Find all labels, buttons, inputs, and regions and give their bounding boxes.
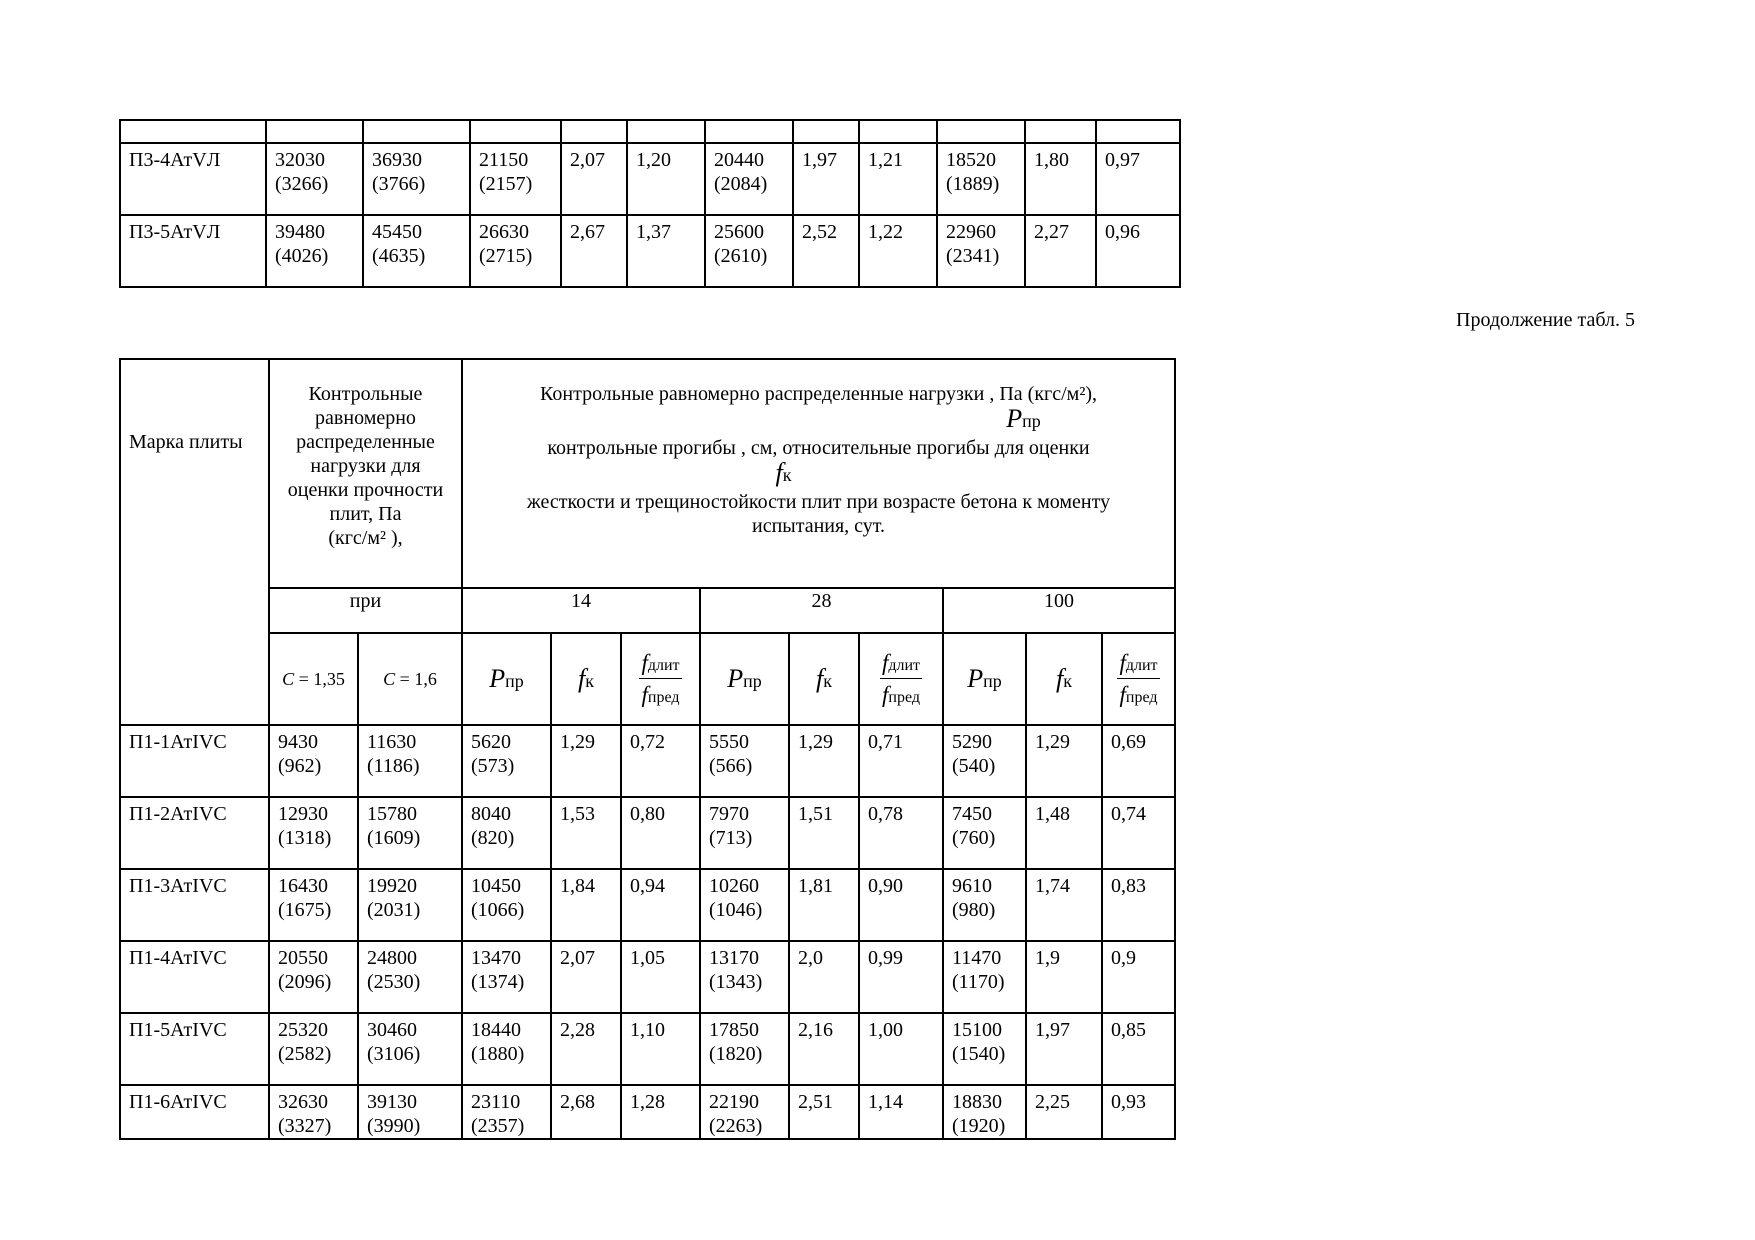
mark-cell: П1-4АтIVС [120, 941, 269, 1013]
p100-cell [943, 725, 1026, 797]
header-mark-label: Марка плиты [129, 431, 243, 453]
header-main-line3: жесткости и трещиностойкости плит при возрасте бетона к моменту [526, 491, 1111, 513]
p100-cell-value: 18520 [946, 149, 996, 171]
table-row [120, 215, 1180, 287]
header-ratio-numerator [1117, 649, 1159, 679]
header-ratio-numerator [880, 649, 922, 679]
header-f-sub: к [1063, 671, 1072, 692]
p14-cell-value: 26630 [479, 221, 529, 243]
c2-cell [363, 215, 470, 287]
r14-cell: 0,94 [621, 869, 700, 941]
p28-cell-value: 17850 [709, 1019, 759, 1041]
header-mark [120, 359, 269, 725]
c2-cell-value: 24800 [367, 947, 417, 969]
c2-cell-alt: (3766) [372, 173, 426, 195]
table-row [120, 143, 1180, 215]
header-strength-line: Контрольные [308, 383, 423, 405]
p28-cell-value: 22190 [709, 1091, 759, 1113]
c1-cell [266, 143, 363, 215]
r14-cell: 1,20 [627, 143, 705, 215]
f28-cell: 1,97 [793, 143, 859, 215]
c1-cell-value: 9430 [278, 731, 318, 753]
header-strength-line: нагрузки для [310, 455, 421, 477]
c2-cell-alt: (2530) [367, 971, 421, 993]
p28-cell-alt: (2610) [714, 245, 768, 267]
p14-cell [470, 143, 561, 215]
ratio-den-sub: пред [1125, 689, 1158, 706]
p14-cell [462, 941, 551, 1013]
f100-cell: 2,27 [1025, 215, 1096, 287]
p28-cell [700, 1085, 789, 1139]
r14-cell: 0,72 [621, 725, 700, 797]
p100-cell-value: 7450 [952, 803, 992, 825]
table-row [120, 1013, 1175, 1085]
f100-cell: 1,80 [1025, 143, 1096, 215]
p14-cell [462, 1085, 551, 1139]
r28-cell: 1,00 [859, 1013, 943, 1085]
header-p-symbol: P [967, 664, 984, 694]
mark-cell: П1-1АтIVС [120, 725, 269, 797]
p14-cell-alt: (820) [471, 827, 515, 849]
header-ratio-cell [621, 633, 700, 725]
p14-cell-alt: (2157) [479, 173, 533, 195]
p28-cell-value: 7970 [709, 803, 749, 825]
c2-cell-alt: (3106) [367, 1043, 421, 1065]
c2-cell-value: 30460 [367, 1019, 417, 1041]
header-strength [269, 359, 462, 588]
p100-cell-alt: (1540) [952, 1043, 1006, 1065]
c2-cell [358, 941, 462, 1013]
p14-cell-value: 21150 [479, 149, 529, 171]
r14-cell: 1,05 [621, 941, 700, 1013]
header-age-100: 100 [943, 588, 1175, 633]
c2-cell [358, 1013, 462, 1085]
c2-cell-value: 11630 [367, 731, 417, 753]
c2-cell [363, 143, 470, 215]
f28-cell: 2,16 [789, 1013, 859, 1085]
r28-cell: 0,90 [859, 869, 943, 941]
header-strength-line: (кгс/м² ), [328, 527, 403, 549]
r14-cell: 1,37 [627, 215, 705, 287]
p28-cell [700, 797, 789, 869]
p14-cell-value: 13470 [471, 947, 521, 969]
table-row [120, 797, 1175, 869]
f14-cell: 1,84 [551, 869, 621, 941]
p28-cell [700, 941, 789, 1013]
mark-cell: П1-6АтIVС [120, 1085, 269, 1139]
r100-cell: 0,74 [1102, 797, 1175, 869]
p28-cell [700, 725, 789, 797]
ratio-den-sub: пред [888, 689, 920, 706]
c1-cell [269, 725, 358, 797]
r14-cell: 0,80 [621, 797, 700, 869]
p100-cell-value: 15100 [952, 1019, 1002, 1041]
f28-cell: 1,81 [789, 869, 859, 941]
f14-cell: 2,07 [551, 941, 621, 1013]
p28-cell-alt: (1820) [709, 1043, 763, 1065]
p100-cell-value: 18830 [952, 1091, 1002, 1113]
p100-cell-alt: (540) [952, 755, 996, 777]
c1-cell-alt: (1318) [278, 827, 332, 849]
header-strength-line: оценки прочности [287, 479, 444, 501]
p100-cell-alt: (1170) [952, 971, 1005, 993]
p100-cell [937, 215, 1025, 287]
header-f-sub: к [585, 671, 594, 692]
c2-cell-value: 36930 [372, 149, 422, 171]
c2-cell [358, 869, 462, 941]
c1-cell-value: 20550 [278, 947, 328, 969]
header-p-cell [943, 633, 1026, 725]
p28-cell-alt: (1046) [709, 899, 763, 921]
f14-cell: 2,68 [551, 1085, 621, 1139]
p14-cell-alt: (573) [471, 755, 515, 777]
p14-cell-value: 18440 [471, 1019, 521, 1041]
p100-cell-value: 5290 [952, 731, 992, 753]
header-f-cell [551, 633, 621, 725]
ratio-num-f: f [881, 650, 889, 676]
p28-cell-value: 13170 [709, 947, 759, 969]
ratio-num-sub: длит [888, 657, 921, 675]
c1-cell [269, 1013, 358, 1085]
header-f-symbol: f [816, 664, 824, 694]
header-p-symbol: P [489, 664, 506, 694]
p14-cell-alt: (2715) [479, 245, 533, 267]
p14-cell [462, 797, 551, 869]
p14-cell-alt: (1374) [471, 971, 525, 993]
p28-cell-alt: (713) [709, 827, 753, 849]
c1-cell-alt: (2582) [278, 1043, 332, 1065]
mark-cell: П1-3АтIVС [120, 869, 269, 941]
f100-cell: 1,97 [1026, 1013, 1102, 1085]
c2-cell-value: 45450 [372, 221, 422, 243]
p14-cell [470, 215, 561, 287]
r100-cell: 0,93 [1102, 1085, 1175, 1139]
c1-cell [269, 1085, 358, 1139]
header-ratio-denominator [1117, 679, 1159, 709]
header-ratio-cell [1102, 633, 1175, 725]
mark-cell: П3-5АтVЛ [120, 215, 266, 287]
header-age-14: 14 [462, 588, 700, 633]
header-p-sub: пр [505, 671, 524, 692]
header-age-28: 28 [700, 588, 943, 633]
f100-cell: 1,29 [1026, 725, 1102, 797]
f100-cell: 2,25 [1026, 1085, 1102, 1139]
header-main-psym: Pпр [1006, 404, 1041, 433]
ratio-den-f: f [1119, 682, 1126, 707]
table-row [120, 869, 1175, 941]
f14-cell: 1,29 [551, 725, 621, 797]
f28-cell: 2,52 [793, 215, 859, 287]
p28-cell-alt: (2084) [714, 173, 768, 195]
mark-cell: П3-4АтVЛ [120, 143, 266, 215]
header-strength-line: распределенные [296, 431, 435, 453]
p14-cell-value: 8040 [471, 803, 511, 825]
p14-cell-value: 5620 [471, 731, 511, 753]
c2-cell-alt: (3990) [367, 1115, 421, 1137]
p14-cell [462, 725, 551, 797]
p28-cell-alt: (1343) [709, 971, 763, 993]
p100-cell [943, 941, 1026, 1013]
p28-cell-value: 10260 [709, 875, 759, 897]
c1-cell-value: 16430 [278, 875, 328, 897]
p100-cell-value: 11470 [952, 947, 1002, 969]
p28-cell [700, 1013, 789, 1085]
table-row [120, 941, 1175, 1013]
r100-cell: 0,96 [1096, 215, 1180, 287]
r100-cell: 0,69 [1102, 725, 1175, 797]
c1-cell [269, 869, 358, 941]
c2-cell-value: 15780 [367, 803, 417, 825]
p14-cell-alt: (2357) [471, 1115, 525, 1137]
c2-cell-alt: (4635) [372, 245, 426, 267]
f14-cell: 2,07 [561, 143, 627, 215]
table-main [119, 358, 1176, 1140]
header-f-symbol: f [578, 664, 586, 694]
table-top [119, 119, 1181, 288]
c1-cell-value: 39480 [275, 221, 325, 243]
p100-cell-value: 9610 [952, 875, 992, 897]
table-caption: Продолжение табл. 5 [1456, 309, 1635, 331]
p14-cell-alt: (1880) [471, 1043, 525, 1065]
header-f-sub: к [823, 671, 832, 692]
header-ratio-cell [859, 633, 943, 725]
ratio-num-sub: длит [1125, 657, 1158, 675]
f100-cell: 1,9 [1026, 941, 1102, 1013]
table-row [120, 1085, 1175, 1139]
c1-cell-alt: (3327) [278, 1115, 332, 1137]
r28-cell: 0,99 [859, 941, 943, 1013]
c1-cell-alt: (1675) [278, 899, 332, 921]
c1-cell-alt: (2096) [278, 971, 332, 993]
p100-cell-alt: (1889) [946, 173, 1000, 195]
c2-cell-value: 19920 [367, 875, 417, 897]
ratio-num-f: f [1119, 650, 1126, 676]
f28-cell: 1,51 [789, 797, 859, 869]
c2-cell [358, 725, 462, 797]
p100-cell [943, 797, 1026, 869]
header-p-sub: пр [983, 671, 1002, 692]
r28-cell: 1,14 [859, 1085, 943, 1139]
header-ratio-denominator [880, 679, 922, 709]
f28-cell: 1,29 [789, 725, 859, 797]
r14-cell: 1,28 [621, 1085, 700, 1139]
p14-cell [462, 869, 551, 941]
c1-cell [269, 797, 358, 869]
c2-cell-alt: (2031) [367, 899, 421, 921]
p28-cell-alt: (566) [709, 755, 753, 777]
c1-cell-value: 32630 [278, 1091, 328, 1113]
p14-cell-value: 10450 [471, 875, 521, 897]
header-ratio-fraction [1117, 649, 1159, 708]
header-main-line1: Контрольные равномерно распределенные нагрузки , Па (кгс/м²), [540, 383, 1097, 405]
header-c1: С = 1,35 [269, 633, 358, 725]
header-p-sub: пр [743, 671, 762, 692]
header-f-cell [1026, 633, 1102, 725]
f28-cell: 2,51 [789, 1085, 859, 1139]
f28-cell: 2,0 [789, 941, 859, 1013]
p100-cell-alt: (760) [952, 827, 996, 849]
header-p-symbol: P [727, 664, 744, 694]
r28-cell: 0,71 [859, 725, 943, 797]
header-ratio-fraction [880, 649, 922, 708]
table-row [120, 725, 1175, 797]
header-p-cell [462, 633, 551, 725]
header-f-cell [789, 633, 859, 725]
header-main [462, 359, 1175, 588]
header-ratio-denominator [639, 679, 681, 709]
ratio-num-sub: длит [647, 657, 680, 675]
c1-cell-alt: (3266) [275, 173, 329, 195]
c1-cell-value: 12930 [278, 803, 328, 825]
p100-cell [943, 1085, 1026, 1139]
p100-cell [943, 869, 1026, 941]
c1-cell-alt: (4026) [275, 245, 329, 267]
header-main-fsym: fк [775, 458, 792, 487]
c2-cell-alt: (1609) [367, 827, 421, 849]
ratio-den-sub: пред [647, 689, 680, 706]
r100-cell: 0,97 [1096, 143, 1180, 215]
c1-cell [266, 215, 363, 287]
c2-cell [358, 1085, 462, 1139]
p14-cell [462, 1013, 551, 1085]
p100-cell-alt: (2341) [946, 245, 1000, 267]
header-ratio-numerator [639, 649, 681, 679]
header-main-line2: контрольные прогибы , см, относительные прогибы для оценки [547, 437, 1090, 459]
r100-cell: 0,9 [1102, 941, 1175, 1013]
mark-cell: П1-5АтIVС [120, 1013, 269, 1085]
p100-cell [937, 143, 1025, 215]
p28-cell [705, 215, 793, 287]
p28-cell-alt: (2263) [709, 1115, 763, 1137]
r14-cell: 1,10 [621, 1013, 700, 1085]
header-strength-at: при [269, 588, 462, 633]
r100-cell: 0,85 [1102, 1013, 1175, 1085]
p100-cell [943, 1013, 1026, 1085]
table-row-blank [120, 120, 1180, 143]
f100-cell: 1,48 [1026, 797, 1102, 869]
mark-cell: П1-2АтIVС [120, 797, 269, 869]
f100-cell: 1,74 [1026, 869, 1102, 941]
c1-cell-alt: (962) [278, 755, 322, 777]
c2-cell [358, 797, 462, 869]
p28-cell-value: 5550 [709, 731, 749, 753]
c2-cell-alt: (1186) [367, 755, 420, 777]
header-f-symbol: f [1056, 664, 1064, 694]
p100-cell-alt: (980) [952, 899, 996, 921]
r28-cell: 0,78 [859, 797, 943, 869]
ratio-den-f: f [641, 682, 648, 707]
c1-cell-value: 32030 [275, 149, 325, 171]
r28-cell: 1,21 [859, 143, 937, 215]
p28-cell-value: 20440 [714, 149, 764, 171]
c2-cell-value: 39130 [367, 1091, 417, 1113]
header-ratio-fraction [639, 649, 681, 708]
r100-cell: 0,83 [1102, 869, 1175, 941]
p14-cell-value: 23110 [471, 1091, 521, 1113]
c1-cell-value: 25320 [278, 1019, 328, 1041]
header-main-line4: испытания, сут. [751, 515, 886, 537]
f14-cell: 2,28 [551, 1013, 621, 1085]
f14-cell: 1,53 [551, 797, 621, 869]
p14-cell-alt: (1066) [471, 899, 525, 921]
header-c2: С = 1,6 [358, 633, 462, 725]
p28-cell-value: 25600 [714, 221, 764, 243]
r28-cell: 1,22 [859, 215, 937, 287]
c1-cell [269, 941, 358, 1013]
f14-cell: 2,67 [561, 215, 627, 287]
header-strength-line: плит, Па [329, 503, 402, 525]
p28-cell [705, 143, 793, 215]
header-row-3 [120, 633, 1175, 725]
ratio-den-f: f [882, 682, 889, 707]
p100-cell-value: 22960 [946, 221, 996, 243]
p28-cell [700, 869, 789, 941]
header-p-cell [700, 633, 789, 725]
header-row-1 [120, 359, 1175, 588]
ratio-num-f: f [641, 650, 648, 676]
header-row-2 [120, 588, 1175, 633]
p100-cell-alt: (1920) [952, 1115, 1006, 1137]
header-strength-line: равномерно [315, 407, 416, 429]
